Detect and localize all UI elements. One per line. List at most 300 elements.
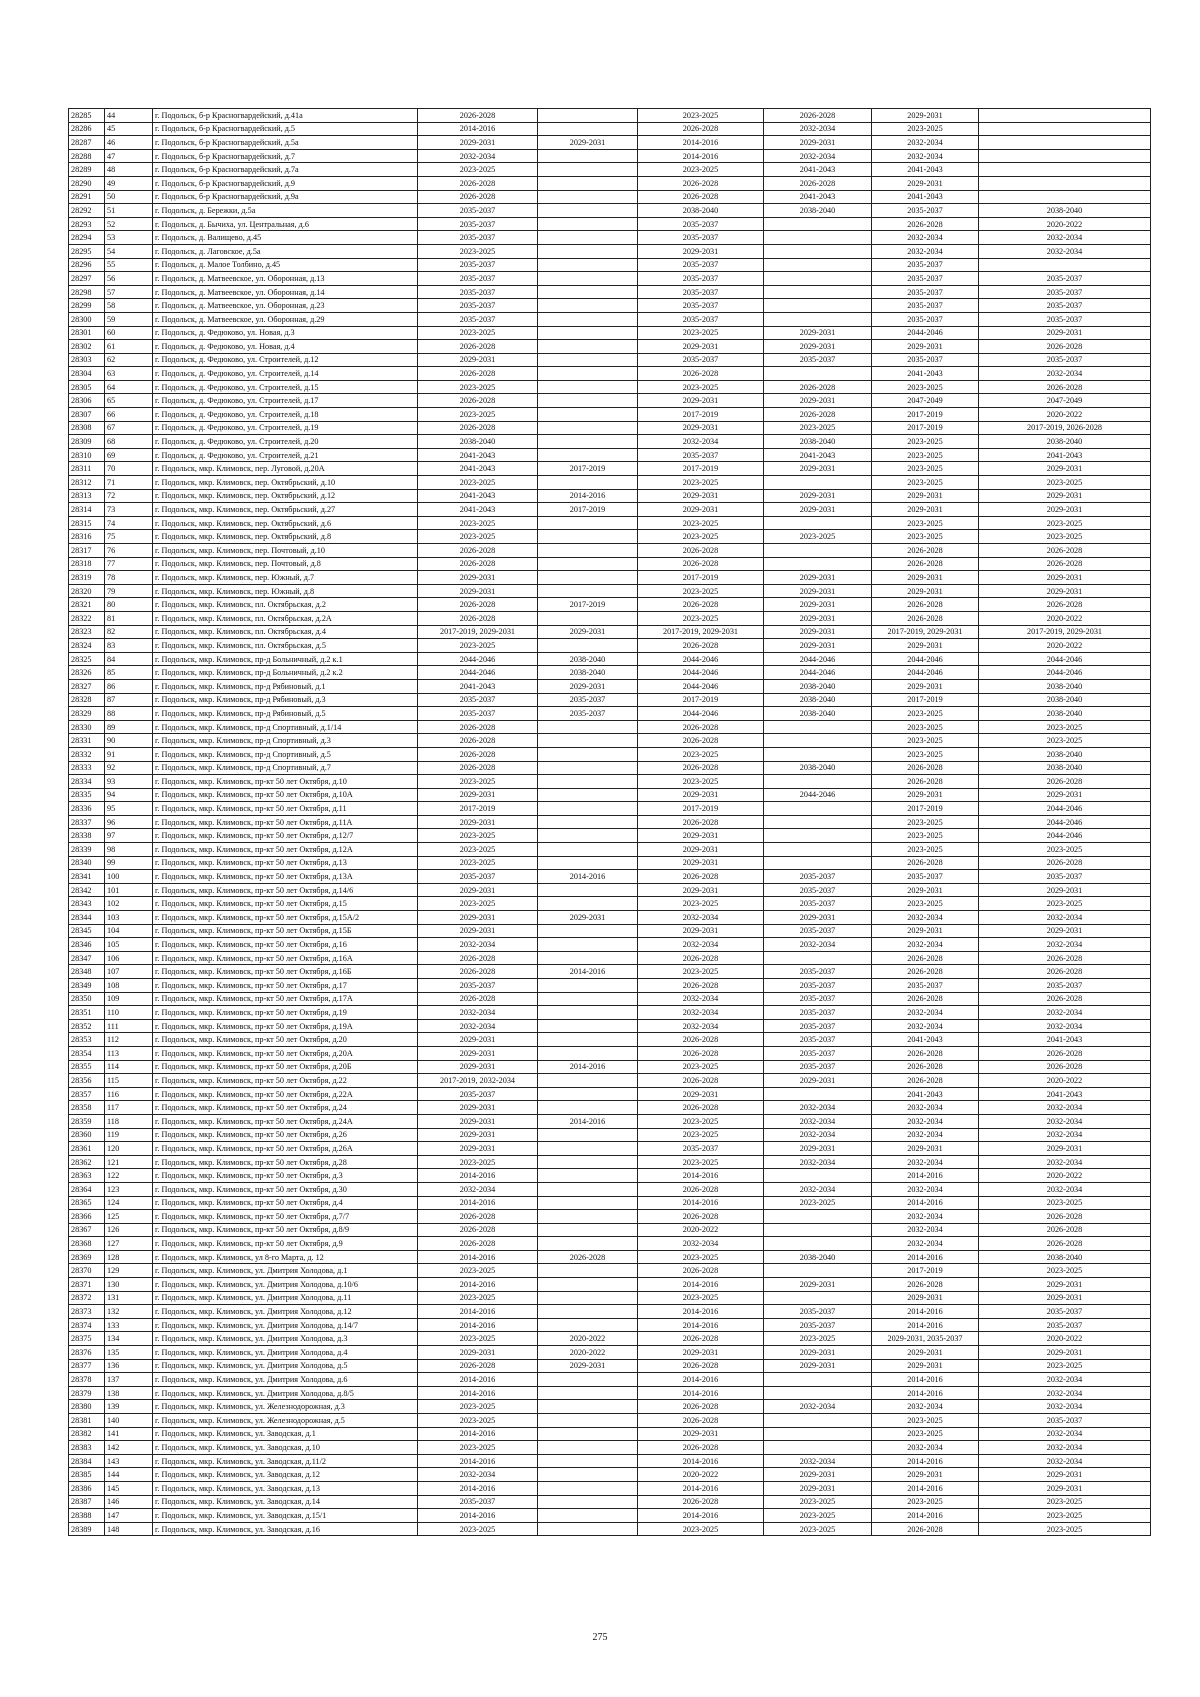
row-id-cell: 28337 <box>69 815 105 829</box>
table-row <box>69 544 1151 558</box>
row-id-cell: 28299 <box>69 299 105 313</box>
period-cell <box>538 421 638 435</box>
index-cell: 110 <box>105 1006 153 1020</box>
address-cell: г. Подольск, мкр. Климовск, пл. Октябрьская, д.5 <box>153 639 418 653</box>
period-cell: 2017-2019, 2032-2034 <box>418 1074 538 1088</box>
period-cell: 2035-2037 <box>638 299 764 313</box>
period-cell <box>764 747 872 761</box>
period-cell: 2026-2028 <box>418 747 538 761</box>
period-cell: 2023-2025 <box>638 775 764 789</box>
period-cell <box>538 761 638 775</box>
row-id-cell: 28364 <box>69 1182 105 1196</box>
table-row <box>69 244 1151 258</box>
period-cell: 2032-2034 <box>979 1182 1151 1196</box>
table-row <box>69 1427 1151 1441</box>
period-cell: 2023-2025 <box>872 829 979 843</box>
period-cell: 2026-2028 <box>872 951 979 965</box>
period-cell: 2029-2031 <box>979 326 1151 340</box>
period-cell: 2032-2034 <box>872 136 979 150</box>
period-cell: 2032-2034 <box>418 938 538 952</box>
address-cell: г. Подольск, мкр. Климовск, ул. Заводская, д.12 <box>153 1468 418 1482</box>
period-cell: 2032-2034 <box>979 1114 1151 1128</box>
index-cell: 143 <box>105 1454 153 1468</box>
period-cell: 2029-2031 <box>979 503 1151 517</box>
period-cell: 2026-2028 <box>638 951 764 965</box>
period-cell <box>538 258 638 272</box>
address-cell: г. Подольск, д. Федюково, ул. Строителей, д.15 <box>153 380 418 394</box>
address-cell: г. Подольск, мкр. Климовск, ул. Заводская, д.1 <box>153 1427 418 1441</box>
address-cell: г. Подольск, мкр. Климовск, пр-д Больничный, д.2 к.1 <box>153 652 418 666</box>
row-id-cell: 28333 <box>69 761 105 775</box>
period-cell: 2035-2037 <box>872 979 979 993</box>
table-row <box>69 557 1151 571</box>
address-cell: г. Подольск, б-р Красногвардейский, д.5 <box>153 122 418 136</box>
period-cell: 2029-2031 <box>764 1468 872 1482</box>
period-cell <box>538 734 638 748</box>
row-id-cell: 28383 <box>69 1441 105 1455</box>
period-cell: 2035-2037 <box>872 870 979 884</box>
index-cell: 139 <box>105 1400 153 1414</box>
period-cell: 2026-2028 <box>418 734 538 748</box>
address-cell: г. Подольск, д. Федюково, ул. Строителей, д.20 <box>153 435 418 449</box>
period-cell: 2014-2016 <box>538 1114 638 1128</box>
table-row <box>69 1087 1151 1101</box>
period-cell: 2047-2049 <box>872 394 979 408</box>
table-row <box>69 707 1151 721</box>
row-id-cell: 28328 <box>69 693 105 707</box>
period-cell <box>979 149 1151 163</box>
period-cell: 2026-2028 <box>418 1210 538 1224</box>
table-body <box>69 109 1151 1536</box>
row-id-cell: 28296 <box>69 258 105 272</box>
address-cell: г. Подольск, мкр. Климовск, пр-кт 50 лет Октября, д.12А <box>153 843 418 857</box>
period-cell <box>538 1264 638 1278</box>
period-cell: 2029-2031 <box>638 843 764 857</box>
address-cell: г. Подольск, мкр. Климовск, ул. Заводская, д.11/2 <box>153 1454 418 1468</box>
period-cell: 2023-2025 <box>979 1522 1151 1536</box>
period-cell: 2035-2037 <box>764 924 872 938</box>
table-row <box>69 992 1151 1006</box>
period-cell: 2026-2028 <box>872 965 979 979</box>
address-cell: г. Подольск, д. Валищево, д.45 <box>153 231 418 245</box>
table-row <box>69 1223 1151 1237</box>
row-id-cell: 28368 <box>69 1237 105 1251</box>
address-cell: г. Подольск, мкр. Климовск, пр-кт 50 лет Октября, д.9 <box>153 1237 418 1251</box>
period-cell <box>538 1509 638 1523</box>
period-cell: 2026-2028 <box>638 544 764 558</box>
period-cell: 2032-2034 <box>764 1182 872 1196</box>
row-id-cell: 28375 <box>69 1332 105 1346</box>
address-cell: г. Подольск, мкр. Климовск, пр-кт 50 лет Октября, д.17А <box>153 992 418 1006</box>
address-cell: г. Подольск, б-р Красногвардейский, д.41а <box>153 109 418 123</box>
period-cell: 2020-2022 <box>538 1332 638 1346</box>
index-cell: 51 <box>105 204 153 218</box>
table-row <box>69 1019 1151 1033</box>
table-row <box>69 652 1151 666</box>
address-cell: г. Подольск, д. Федюково, ул. Новая, д.4 <box>153 340 418 354</box>
period-cell: 2029-2031 <box>872 1346 979 1360</box>
period-cell: 2023-2025 <box>638 1155 764 1169</box>
index-cell: 66 <box>105 408 153 422</box>
row-id-cell: 28334 <box>69 775 105 789</box>
period-cell: 2026-2028 <box>638 734 764 748</box>
address-cell: г. Подольск, мкр. Климовск, пер. Октябрьский, д.12 <box>153 489 418 503</box>
period-cell: 2026-2028 <box>418 1359 538 1373</box>
index-cell: 148 <box>105 1522 153 1536</box>
period-cell: 2038-2040 <box>538 666 638 680</box>
period-cell <box>764 734 872 748</box>
period-cell: 2026-2028 <box>638 1074 764 1088</box>
index-cell: 113 <box>105 1046 153 1060</box>
period-cell: 2023-2025 <box>764 1196 872 1210</box>
row-id-cell: 28294 <box>69 231 105 245</box>
table-row <box>69 217 1151 231</box>
period-cell: 2014-2016 <box>638 1318 764 1332</box>
table-row <box>69 1278 1151 1292</box>
period-cell <box>538 1414 638 1428</box>
row-id-cell: 28300 <box>69 312 105 326</box>
row-id-cell: 28358 <box>69 1101 105 1115</box>
period-cell: 2038-2040 <box>979 761 1151 775</box>
period-cell: 2035-2037 <box>418 707 538 721</box>
period-cell <box>764 1210 872 1224</box>
index-cell: 108 <box>105 979 153 993</box>
period-cell: 2023-2025 <box>979 1264 1151 1278</box>
period-cell: 2026-2028 <box>418 557 538 571</box>
period-cell: 2026-2028 <box>418 720 538 734</box>
period-cell <box>538 408 638 422</box>
period-cell: 2044-2046 <box>979 802 1151 816</box>
table-row <box>69 408 1151 422</box>
period-cell: 2026-2028 <box>872 1278 979 1292</box>
address-cell: г. Подольск, д. Федюково, ул. Строителей, д.17 <box>153 394 418 408</box>
row-id-cell: 28372 <box>69 1291 105 1305</box>
period-cell: 2032-2034 <box>764 1114 872 1128</box>
period-cell: 2023-2025 <box>638 476 764 490</box>
row-id-cell: 28298 <box>69 285 105 299</box>
table-row <box>69 462 1151 476</box>
period-cell: 2026-2028 <box>872 761 979 775</box>
address-cell: г. Подольск, мкр. Климовск, пер. Октябрьский, д.6 <box>153 516 418 530</box>
address-cell: г. Подольск, мкр. Климовск, пр-кт 50 лет Октября, д.4 <box>153 1196 418 1210</box>
table-row <box>69 1346 1151 1360</box>
table-row <box>69 1250 1151 1264</box>
period-cell <box>538 1019 638 1033</box>
row-id-cell: 28345 <box>69 924 105 938</box>
period-cell: 2023-2025 <box>418 1441 538 1455</box>
row-id-cell: 28373 <box>69 1305 105 1319</box>
table-row <box>69 476 1151 490</box>
table-row <box>69 1182 1151 1196</box>
period-cell: 2023-2025 <box>638 1060 764 1074</box>
period-cell: 2023-2025 <box>979 1196 1151 1210</box>
address-cell: г. Подольск, д. Бережки, д.5а <box>153 204 418 218</box>
period-cell: 2038-2040 <box>979 693 1151 707</box>
table-row <box>69 299 1151 313</box>
period-cell: 2029-2031 <box>418 1046 538 1060</box>
address-cell: г. Подольск, мкр. Климовск, ул. Дмитрия Холодова, д.12 <box>153 1305 418 1319</box>
address-cell: г. Подольск, мкр. Климовск, пр-кт 50 лет Октября, д.16 <box>153 938 418 952</box>
period-cell: 2026-2028 <box>418 598 538 612</box>
period-cell: 2014-2016 <box>538 489 638 503</box>
table-row <box>69 340 1151 354</box>
row-id-cell: 28389 <box>69 1522 105 1536</box>
period-cell: 2032-2034 <box>872 244 979 258</box>
period-cell: 2014-2016 <box>538 870 638 884</box>
row-id-cell: 28293 <box>69 217 105 231</box>
period-cell: 2026-2028 <box>872 598 979 612</box>
period-cell: 2026-2028 <box>418 421 538 435</box>
period-cell: 2014-2016 <box>418 122 538 136</box>
table-row <box>69 938 1151 952</box>
period-cell: 2026-2028 <box>872 1046 979 1060</box>
period-cell: 2014-2016 <box>638 1454 764 1468</box>
period-cell: 2035-2037 <box>418 285 538 299</box>
period-cell: 2014-2016 <box>638 1278 764 1292</box>
period-cell <box>764 1373 872 1387</box>
period-cell: 2035-2037 <box>418 204 538 218</box>
index-cell: 58 <box>105 299 153 313</box>
period-cell: 2038-2040 <box>764 679 872 693</box>
period-cell: 2032-2034 <box>979 1386 1151 1400</box>
period-cell: 2023-2025 <box>872 462 979 476</box>
table-row <box>69 1142 1151 1156</box>
period-cell: 2035-2037 <box>979 285 1151 299</box>
row-id-cell: 28342 <box>69 883 105 897</box>
table-row <box>69 367 1151 381</box>
period-cell: 2026-2028 <box>418 992 538 1006</box>
period-cell: 2020-2022 <box>638 1223 764 1237</box>
period-cell <box>764 843 872 857</box>
period-cell: 2023-2025 <box>418 244 538 258</box>
period-cell: 2026-2028 <box>979 1046 1151 1060</box>
address-cell: г. Подольск, мкр. Климовск, пер. Южный, д.7 <box>153 571 418 585</box>
table-row <box>69 435 1151 449</box>
table-row <box>69 1101 1151 1115</box>
period-cell: 2029-2031 <box>418 1101 538 1115</box>
period-cell: 2026-2028 <box>418 544 538 558</box>
period-cell <box>764 1223 872 1237</box>
period-cell: 2023-2025 <box>638 1250 764 1264</box>
period-cell: 2029-2031 <box>979 924 1151 938</box>
row-id-cell: 28336 <box>69 802 105 816</box>
row-id-cell: 28387 <box>69 1495 105 1509</box>
row-id-cell: 28309 <box>69 435 105 449</box>
period-cell <box>538 775 638 789</box>
table-row <box>69 149 1151 163</box>
table-row <box>69 503 1151 517</box>
address-cell: г. Подольск, мкр. Климовск, пр-кт 50 лет Октября, д.16Б <box>153 965 418 979</box>
table-row <box>69 815 1151 829</box>
index-cell: 50 <box>105 190 153 204</box>
period-cell: 2032-2034 <box>872 1155 979 1169</box>
table-row <box>69 394 1151 408</box>
period-cell: 2026-2028 <box>872 1074 979 1088</box>
period-cell: 2026-2028 <box>638 1441 764 1455</box>
period-cell: 2023-2025 <box>418 516 538 530</box>
period-cell <box>538 353 638 367</box>
period-cell: 2035-2037 <box>418 1087 538 1101</box>
period-cell: 2035-2037 <box>764 897 872 911</box>
row-id-cell: 28297 <box>69 272 105 286</box>
period-cell <box>538 1006 638 1020</box>
period-cell: 2023-2025 <box>764 421 872 435</box>
period-cell: 2032-2034 <box>764 1400 872 1414</box>
index-cell: 112 <box>105 1033 153 1047</box>
period-cell: 2032-2034 <box>872 1128 979 1142</box>
period-cell <box>538 1046 638 1060</box>
period-cell <box>538 1468 638 1482</box>
period-cell: 2029-2031 <box>638 788 764 802</box>
table-row <box>69 1373 1151 1387</box>
table-row <box>69 1495 1151 1509</box>
period-cell: 2035-2037 <box>872 258 979 272</box>
period-cell <box>979 258 1151 272</box>
index-cell: 75 <box>105 530 153 544</box>
address-cell: г. Подольск, мкр. Климовск, пр-кт 50 лет Октября, д.20А <box>153 1046 418 1060</box>
period-cell: 2014-2016 <box>638 136 764 150</box>
period-cell: 2026-2028 <box>418 1223 538 1237</box>
row-id-cell: 28304 <box>69 367 105 381</box>
period-cell: 2023-2025 <box>638 109 764 123</box>
period-cell: 2029-2031 <box>764 1359 872 1373</box>
table-row <box>69 312 1151 326</box>
period-cell: 2029-2031 <box>979 462 1151 476</box>
period-cell: 2026-2028 <box>979 544 1151 558</box>
period-cell <box>538 448 638 462</box>
period-cell: 2032-2034 <box>979 1128 1151 1142</box>
period-cell: 2023-2025 <box>872 707 979 721</box>
period-cell: 2041-2043 <box>872 190 979 204</box>
index-cell: 79 <box>105 584 153 598</box>
period-cell: 2035-2037 <box>764 979 872 993</box>
index-cell: 69 <box>105 448 153 462</box>
index-cell: 127 <box>105 1237 153 1251</box>
period-cell: 2023-2025 <box>872 122 979 136</box>
index-cell: 102 <box>105 897 153 911</box>
period-cell: 2014-2016 <box>872 1386 979 1400</box>
period-cell: 2029-2031 <box>872 503 979 517</box>
index-cell: 83 <box>105 639 153 653</box>
period-cell <box>538 951 638 965</box>
period-cell: 2029-2031 <box>764 611 872 625</box>
period-cell: 2029-2031 <box>418 1128 538 1142</box>
row-id-cell: 28343 <box>69 897 105 911</box>
period-cell: 2041-2043 <box>872 163 979 177</box>
period-cell: 2020-2022 <box>979 639 1151 653</box>
period-cell <box>538 557 638 571</box>
period-cell: 2023-2025 <box>638 1114 764 1128</box>
period-cell: 2014-2016 <box>418 1373 538 1387</box>
period-cell: 2032-2034 <box>764 938 872 952</box>
period-cell: 2035-2037 <box>418 231 538 245</box>
period-cell: 2035-2037 <box>872 299 979 313</box>
index-cell: 46 <box>105 136 153 150</box>
row-id-cell: 28376 <box>69 1346 105 1360</box>
address-cell: г. Подольск, д. Матвеевское, ул. Оборонная, д.29 <box>153 312 418 326</box>
table-row <box>69 788 1151 802</box>
index-cell: 99 <box>105 856 153 870</box>
period-cell: 2032-2034 <box>872 1101 979 1115</box>
row-id-cell: 28385 <box>69 1468 105 1482</box>
period-cell: 2017-2019 <box>638 693 764 707</box>
period-cell: 2023-2025 <box>872 1427 979 1441</box>
period-cell <box>538 1196 638 1210</box>
period-cell: 2029-2031 <box>764 462 872 476</box>
table-row <box>69 489 1151 503</box>
table-row <box>69 611 1151 625</box>
address-cell: г. Подольск, мкр. Климовск, пл. Октябрьская, д.4 <box>153 625 418 639</box>
period-cell <box>538 394 638 408</box>
period-cell: 2023-2025 <box>418 843 538 857</box>
period-cell: 2023-2025 <box>418 326 538 340</box>
period-cell: 2023-2025 <box>638 1522 764 1536</box>
period-cell: 2035-2037 <box>764 883 872 897</box>
row-id-cell: 28351 <box>69 1006 105 1020</box>
period-cell: 2026-2028 <box>872 544 979 558</box>
period-cell: 2032-2034 <box>979 938 1151 952</box>
address-cell: г. Подольск, мкр. Климовск, пер. Октябрьский, д.8 <box>153 530 418 544</box>
index-cell: 144 <box>105 1468 153 1482</box>
index-cell: 90 <box>105 734 153 748</box>
period-cell <box>764 231 872 245</box>
row-id-cell: 28355 <box>69 1060 105 1074</box>
address-cell: г. Подольск, мкр. Климовск, пл. Октябрьская, д.2 <box>153 598 418 612</box>
table-row <box>69 1305 1151 1319</box>
row-id-cell: 28286 <box>69 122 105 136</box>
index-cell: 117 <box>105 1101 153 1115</box>
period-cell: 2014-2016 <box>418 1196 538 1210</box>
period-cell: 2020-2022 <box>979 611 1151 625</box>
address-cell: г. Подольск, мкр. Климовск, ул 8-го Марта, д. 12 <box>153 1250 418 1264</box>
period-cell: 2023-2025 <box>872 897 979 911</box>
period-cell: 2023-2025 <box>872 448 979 462</box>
period-cell <box>764 1237 872 1251</box>
period-cell: 2035-2037 <box>872 312 979 326</box>
period-cell: 2032-2034 <box>872 1114 979 1128</box>
index-cell: 116 <box>105 1087 153 1101</box>
period-cell: 2026-2028 <box>418 176 538 190</box>
table-row <box>69 1481 1151 1495</box>
index-cell: 60 <box>105 326 153 340</box>
period-cell <box>538 1128 638 1142</box>
period-cell <box>979 190 1151 204</box>
period-cell: 2014-2016 <box>538 965 638 979</box>
address-cell: г. Подольск, мкр. Климовск, пр-кт 50 лет Октября, д.11 <box>153 802 418 816</box>
period-cell: 2044-2046 <box>872 652 979 666</box>
index-cell: 81 <box>105 611 153 625</box>
period-cell: 2029-2031 <box>979 1346 1151 1360</box>
index-cell: 78 <box>105 571 153 585</box>
period-cell: 2014-2016 <box>418 1305 538 1319</box>
table-row <box>69 897 1151 911</box>
period-cell: 2029-2031 <box>638 489 764 503</box>
period-cell: 2029-2031 <box>764 489 872 503</box>
period-cell: 2041-2043 <box>979 448 1151 462</box>
index-cell: 92 <box>105 761 153 775</box>
period-cell: 2032-2034 <box>872 1441 979 1455</box>
row-id-cell: 28308 <box>69 421 105 435</box>
table-row <box>69 1454 1151 1468</box>
period-cell <box>538 883 638 897</box>
address-cell: г. Подольск, д. Федюково, ул. Строителей, д.12 <box>153 353 418 367</box>
index-cell: 70 <box>105 462 153 476</box>
index-cell: 134 <box>105 1332 153 1346</box>
period-cell: 2029-2031 <box>764 639 872 653</box>
index-cell: 131 <box>105 1291 153 1305</box>
period-cell <box>764 1386 872 1400</box>
period-cell: 2017-2019 <box>872 802 979 816</box>
